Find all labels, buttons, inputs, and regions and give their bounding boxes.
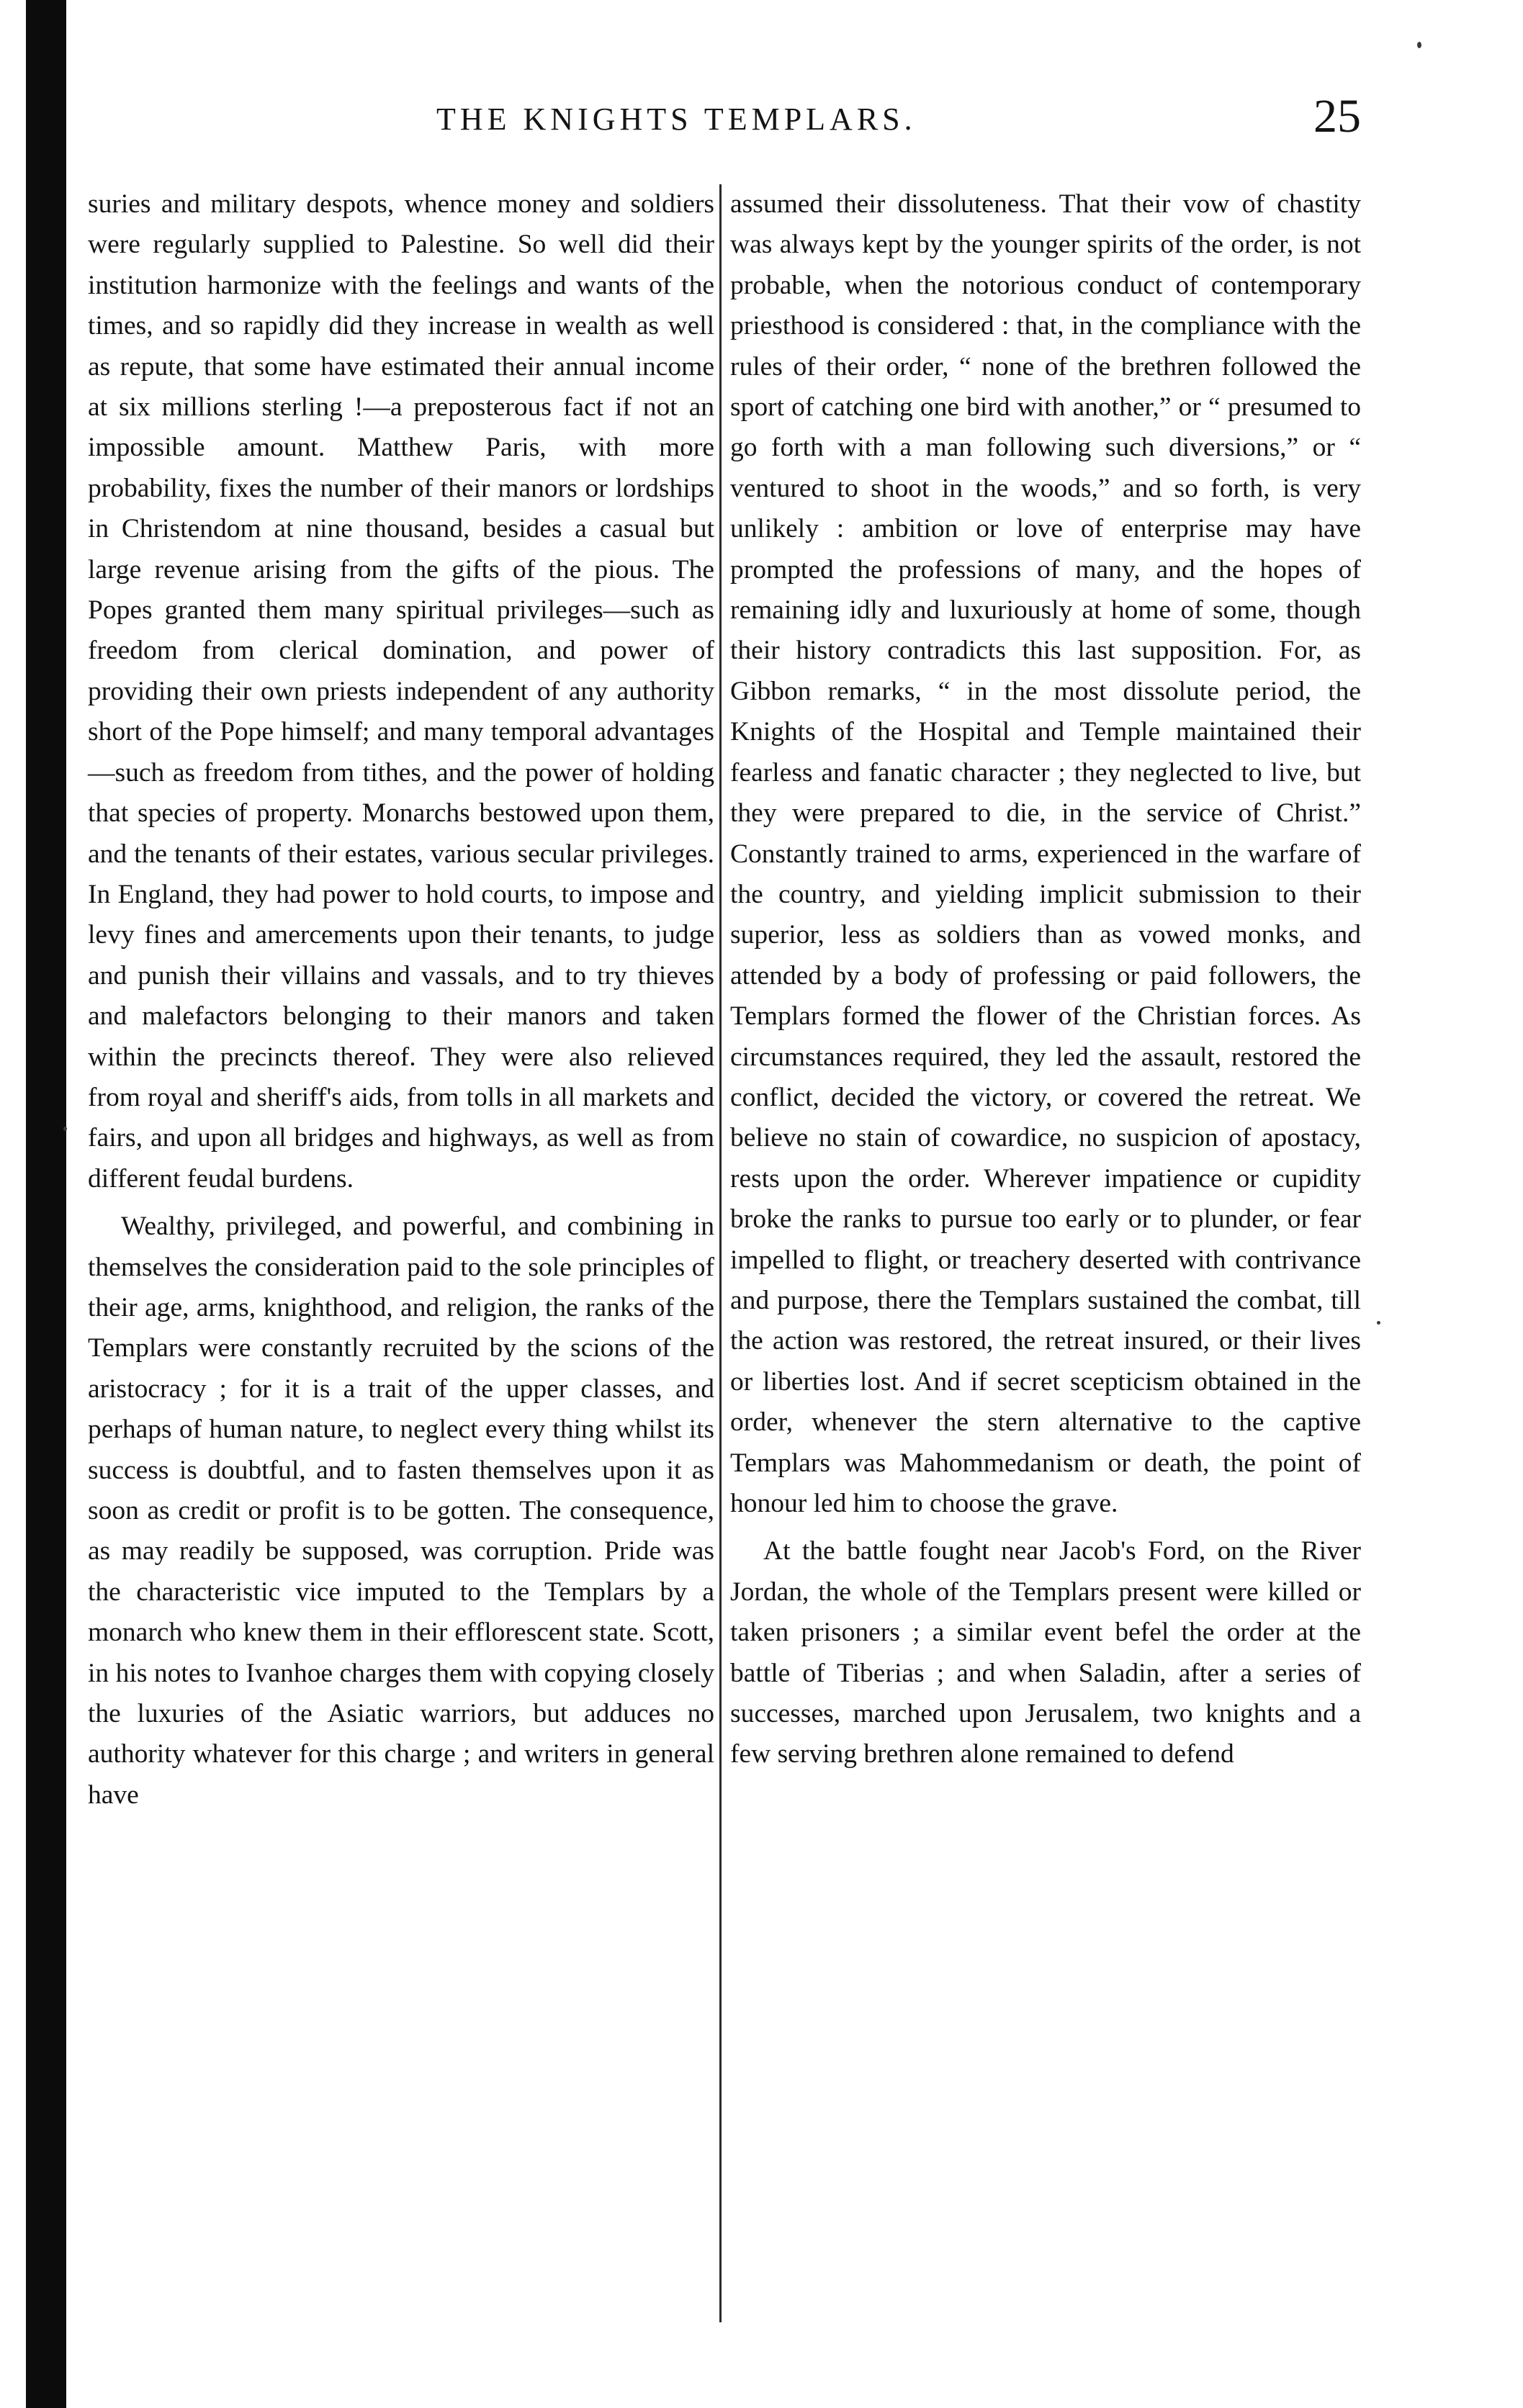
running-title: THE KNIGHTS TEMPLARS. xyxy=(436,102,917,137)
paragraph: Wealthy, privileged, and powerful, and combining in themselves the consideration paid to the sole principles of their age, arms, knighthood, and religion, the ranks of the Templars were constantly recruited by the scions of the aristocracy ; for it is a trait of the upper classes, and perhaps of human nature, to neglect every thing whilst its success is doubtful, and to fasten themselves upon it as soon as credit or profit is to be gotten. The consequence, as may readily be supposed, was corruption. Pride was the characteristic vice imputed to the Templars by a monarch who knew them in their efflorescent state. Scott, in his notes to Ivanhoe charges them with copying closely the luxuries of the Asiatic warriors, but adduces no authority whatever for this charge ; and writers in general have xyxy=(88,1212,714,1810)
page-number: 25 xyxy=(1313,90,1361,143)
ink-speck xyxy=(1377,1321,1380,1325)
column-divider xyxy=(719,184,722,2322)
right-column xyxy=(730,184,1361,1775)
left-column xyxy=(88,184,714,1816)
ink-speck xyxy=(1417,42,1421,48)
ink-speck xyxy=(63,1127,67,1131)
paragraph: assumed their dissoluteness. That their vow of chastity was always kept by the younger spirits of the order, is not probable, when the notorious conduct of contemporary priesthood is considered : that, in the compliance with the rules of their order, “ none of the brethren followed the sport of catching one bird with another,” or “ presumed to go forth with a man following such diversions,” or “ ventured to shoot in the woods,” and so forth, is very unlikely : ambition or love of enterprise may have prompted the professions of many, and the hopes of remaining idly and luxuriously at home of some, though their history contradicts this last supposition. For, as Gibbon remarks, “ in the most dissolute period, the Knights of the Hospital and Temple maintained their fearless and fanatic character ; they neglected to live, but they were prepared to die, in the service of Christ.” Constantly trained to arms, experienced in the warfare of the country, and yielding implicit submission to their superior, less as soldiers than as vowed monks, and attended by a body of professing or paid followers, the Templars formed the flower of the Christian forces. As circumstances required, they led the assault, restored the conflict, decided the victory, or covered the retreat. We believe no stain of cowardice, no suspicion of apostacy, rests upon the order. Wherever impatience or cupidity broke the ranks to pursue too early or to plunder, or fear impelled to flight, or treachery deserted with contrivance and purpose, there the Templars sustained the combat, till the action was restored, the retreat insured, or their lives or liberties lost. And if secret scepticism obtained in the order, whenever the stern alternative to the captive Templars was Mahommedanism or death, the point of honour led him to choose the grave. xyxy=(730,189,1361,1518)
paragraph: At the battle fought near Jacob's Ford, on the River Jordan, the whole of the Templars present were killed or taken prisoners ; a similar event befel the order at the battle of Tiberias ; and when Saladin, after a series of successes, marched upon Jerusalem, two knights and a few serving brethren alone remained to defend xyxy=(730,1536,1361,1769)
binding-shadow xyxy=(26,0,66,2408)
paragraph: suries and military despots, whence money and soldiers were regularly supplied to Palestine. So well did their institution harmonize with the feelings and wants of the times, and so rapidly did they increase in wealth as well as repute, that some have estimated their annual income at six millions sterling !—a preposterous fact if not an impossible amount. Matthew Paris, with more probability, fixes the number of their manors or lordships in Christendom at nine thousand, besides a casual but large revenue arising from the gifts of the pious. The Popes granted them many spiritual privileges—such as freedom from clerical domination, and power of providing their own priests independent of any authority short of the Pope himself; and many temporal advantages—such as freedom from tithes, and the power of holding that species of property. Monarchs bestowed upon them, and the tenants of their estates, various secular privileges. In England, they had power to hold courts, to impose and levy fines and amercements upon their tenants, to judge and punish their villains and vassals, and to try thieves and malefactors belonging to their manors and taken within the precincts thereof. They were also relieved from royal and sheriff's aids, from tolls in all markets and fairs, and upon all bridges and highways, as well as from different feudal burdens. xyxy=(88,189,714,1194)
